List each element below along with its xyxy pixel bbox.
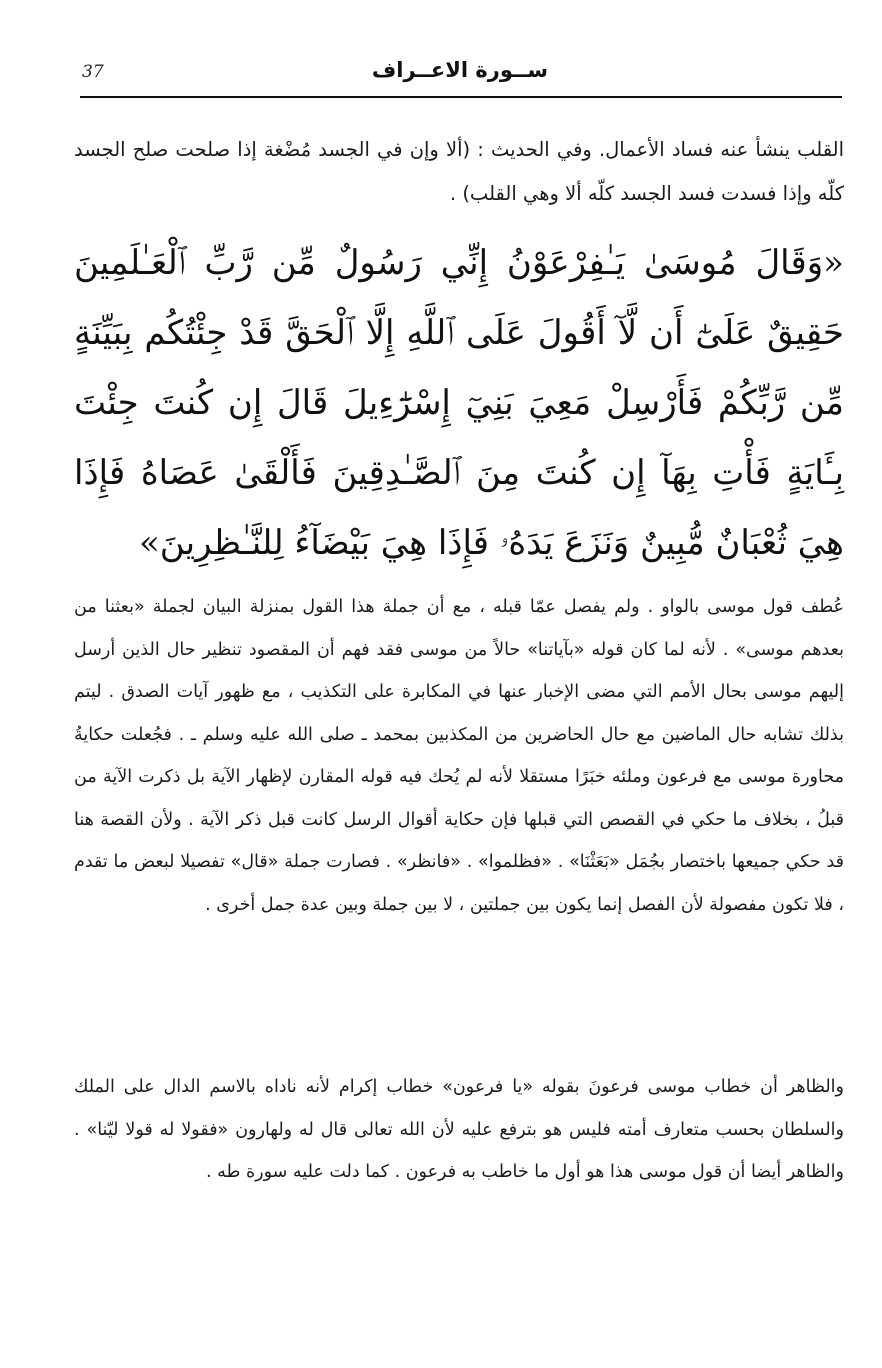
header-rule <box>80 96 842 98</box>
commentary-paragraph-1: عُطف قول موسى بالواو . ولم يفصل عمّا قبله ، مع أن جملة هذا القول بمنزلة البيان لجملة «بعثنا من بعدهم موسى» . لأنه لما كان قوله «بآياتنا» حالاً من موسى فقد فهم أن المقصود تنظير حال الذين أرسل إليهم موسى بحال الأمم التي مضى الإخبار عنها في المكابرة على التكذيب ، مع ظهور آيات الصدق . ليتم بذلك تشابه حال الماضين مع حال الحاضرين من المكذبين بمحمد ـ صلى الله عليه وسلم ـ . فجُعلت حكايةُ محاورة موسى مع فرعون وملئه خبَرًا مستقلا لأنه لم يُحك فيه قوله المقارن لإظهار الآية بل ذكرت الآية من قبلُ ، بخلاف ما حكي في القصص التي قبلها فإن حكاية أقوال الرسل كانت قبل ذكر الآية . ولأن القصة هنا قد حكي جميعها باختصار بجُمَل «بَعَثْنَا» . «فظلموا» . «فانظر» . فصارت جملة «قال» تفصيلا لبعض ما تقدم ، فلا تكون مفصولة لأن الفصل إنما يكون بين جملتين ، لا بين جملة وبين عدة جمل أخرى . <box>74 597 844 915</box>
surah-title: ســورة الاعــراف <box>371 58 549 82</box>
quran-verse: «وَقَالَ مُوسَىٰ يَـٰفِرْعَوْنُ إِنِّي رَسُولٌ مِّن رَّبِّ ٱلْعَـٰلَمِينَ حَقِيقٌ عَلَىٰٓ أَن لَّآ أَقُولَ عَلَى ٱللَّهِ إِلَّا ٱلْحَقَّ قَدْ جِئْتُكُم بِبَيِّنَةٍ مِّن رَّبِّكُمْ فَأَرْسِلْ مَعِيَ بَنِيٓ إِسْرَٰٓءِيلَ قَالَ إِن كُنتَ جِئْتَ بِـَٔايَةٍ فَأْتِ بِهَآ إِن كُنتَ مِنَ ٱلصَّـٰدِقِينَ فَأَلْقَىٰ عَصَاهُ فَإِذَا هِيَ ثُعْبَانٌ مُّبِينٌ وَنَزَعَ يَدَهُۥ فَإِذَا هِيَ بَيْضَآءُ لِلنَّـٰظِرِينَ» <box>74 243 844 563</box>
page-number: 37 <box>82 62 104 82</box>
commentary-paragraph-2: والظاهر أن خطاب موسى فرعونَ بقوله «يا فرعون» خطاب إكرام لأنه ناداه بالاسم الدال على الملك والسلطان بحسب متعارف أمته فليس هو بترفع عليه لأن الله تعالى قال له ولهارون «فقولا له قولا ليّنا» . والظاهر أيضا أن قول موسى هذا هو أول ما خاطب به فرعون . كما دلت عليه سورة طه . <box>74 1077 844 1182</box>
running-header <box>80 58 840 92</box>
intro-paragraph: القلب ينشأ عنه فساد الأعمال. وفي الحديث : (ألا وإن في الجسد مُضْغة إذا صلحت صلح الجسد كلّه وإذا فسدت فسد الجسد كلّه ألا وهي القلب) . <box>74 138 844 205</box>
